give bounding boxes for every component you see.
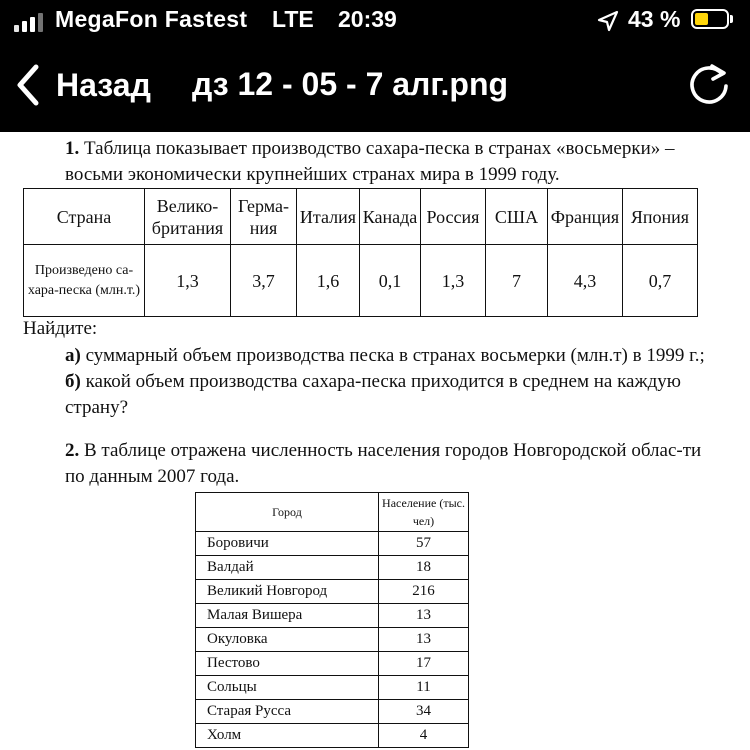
battery-level <box>695 13 708 25</box>
table-row <box>196 652 469 676</box>
table-row <box>24 245 698 317</box>
value-cell: 1,3 <box>145 245 231 317</box>
table-row <box>196 724 469 748</box>
population-cell: 4 <box>379 724 469 748</box>
table-row <box>196 700 469 724</box>
city-header: Город <box>196 493 379 532</box>
question-a <box>23 343 745 369</box>
population-cell: 34 <box>379 700 469 724</box>
table-row <box>196 676 469 700</box>
city-cell: Пестово <box>196 652 379 676</box>
table-row <box>196 532 469 556</box>
population-cell: 18 <box>379 556 469 580</box>
back-label: Назад <box>56 66 151 103</box>
production-label: Произведено са-хара-песка (млн.т.) <box>24 245 145 317</box>
find-label: Найдите: <box>23 318 98 339</box>
value-cell: 0,1 <box>360 245 421 317</box>
status-time: 20:39 <box>338 6 397 32</box>
population-cell: 13 <box>379 604 469 628</box>
table-row <box>196 556 469 580</box>
value-cell: 4,3 <box>548 245 623 317</box>
navigation-bar <box>0 44 750 132</box>
table-row <box>196 580 469 604</box>
task2-statement: В таблице отражена численность населения городов Новгородской облас-ти по данным 2007 года. <box>65 440 702 487</box>
carrier-name: MegaFon Fastest <box>55 6 248 32</box>
task1-statement: Таблица показывает производство сахара-песка в странах «восьмерки» – восьми экономически крупнейших странах мира в 1999 году. <box>65 138 675 185</box>
value-cell: 3,7 <box>231 245 297 317</box>
sugar-production-table <box>23 188 698 317</box>
city-cell: Валдай <box>196 556 379 580</box>
task1-text <box>23 136 735 188</box>
country-cell: Франция <box>548 189 623 245</box>
file-title: дз 12 - 05 - 7 алг.png <box>192 66 509 102</box>
battery-percent: 43 % <box>628 6 681 32</box>
city-cell: Боровичи <box>196 532 379 556</box>
battery-icon <box>691 9 733 31</box>
country-cell: США <box>486 189 548 245</box>
table-header-row <box>196 493 469 532</box>
table-header-row <box>24 189 698 245</box>
city-cell: Старая Русса <box>196 700 379 724</box>
population-cell: 11 <box>379 676 469 700</box>
population-cell: 17 <box>379 652 469 676</box>
population-table <box>195 492 469 748</box>
population-cell: 13 <box>379 628 469 652</box>
location-arrow-icon <box>597 10 619 32</box>
table-row <box>196 604 469 628</box>
country-cell: Италия <box>297 189 360 245</box>
question-b-text: какой объем производства сахара-песка приходится в среднем на каждую страну? <box>65 371 681 418</box>
status-bar <box>0 0 750 44</box>
country-cell: Япония <box>623 189 698 245</box>
back-button[interactable] <box>14 62 151 108</box>
value-cell: 1,3 <box>421 245 486 317</box>
task2-number: 2. <box>65 440 80 461</box>
network-type: LTE <box>272 6 314 32</box>
population-header: Население (тыс. чел) <box>379 493 469 532</box>
question-a-marker: а) <box>65 345 81 366</box>
table-row <box>196 628 469 652</box>
value-cell: 0,7 <box>623 245 698 317</box>
task2-text <box>23 438 725 490</box>
country-cell: Велико-британия <box>145 189 231 245</box>
question-a-text: суммарный объем производства песка в странах восьмерки (млн.т) в 1999 г.; <box>80 345 705 366</box>
city-cell: Малая Вишера <box>196 604 379 628</box>
question-b <box>23 369 715 421</box>
city-cell: Окуловка <box>196 628 379 652</box>
country-cell: Россия <box>421 189 486 245</box>
population-cell: 216 <box>379 580 469 604</box>
reload-icon[interactable] <box>684 60 734 110</box>
document-image <box>0 132 750 750</box>
country-cell: Канада <box>360 189 421 245</box>
question-b-marker: б) <box>65 371 81 392</box>
country-cell: Герма-ния <box>231 189 297 245</box>
city-cell: Великий Новгород <box>196 580 379 604</box>
chevron-left-icon <box>14 63 42 107</box>
country-header: Страна <box>24 189 145 245</box>
value-cell: 7 <box>486 245 548 317</box>
city-cell: Холм <box>196 724 379 748</box>
population-cell: 57 <box>379 532 469 556</box>
task1-number: 1. <box>65 138 80 159</box>
city-cell: Сольцы <box>196 676 379 700</box>
value-cell: 1,6 <box>297 245 360 317</box>
signal-bars-icon <box>14 10 48 32</box>
